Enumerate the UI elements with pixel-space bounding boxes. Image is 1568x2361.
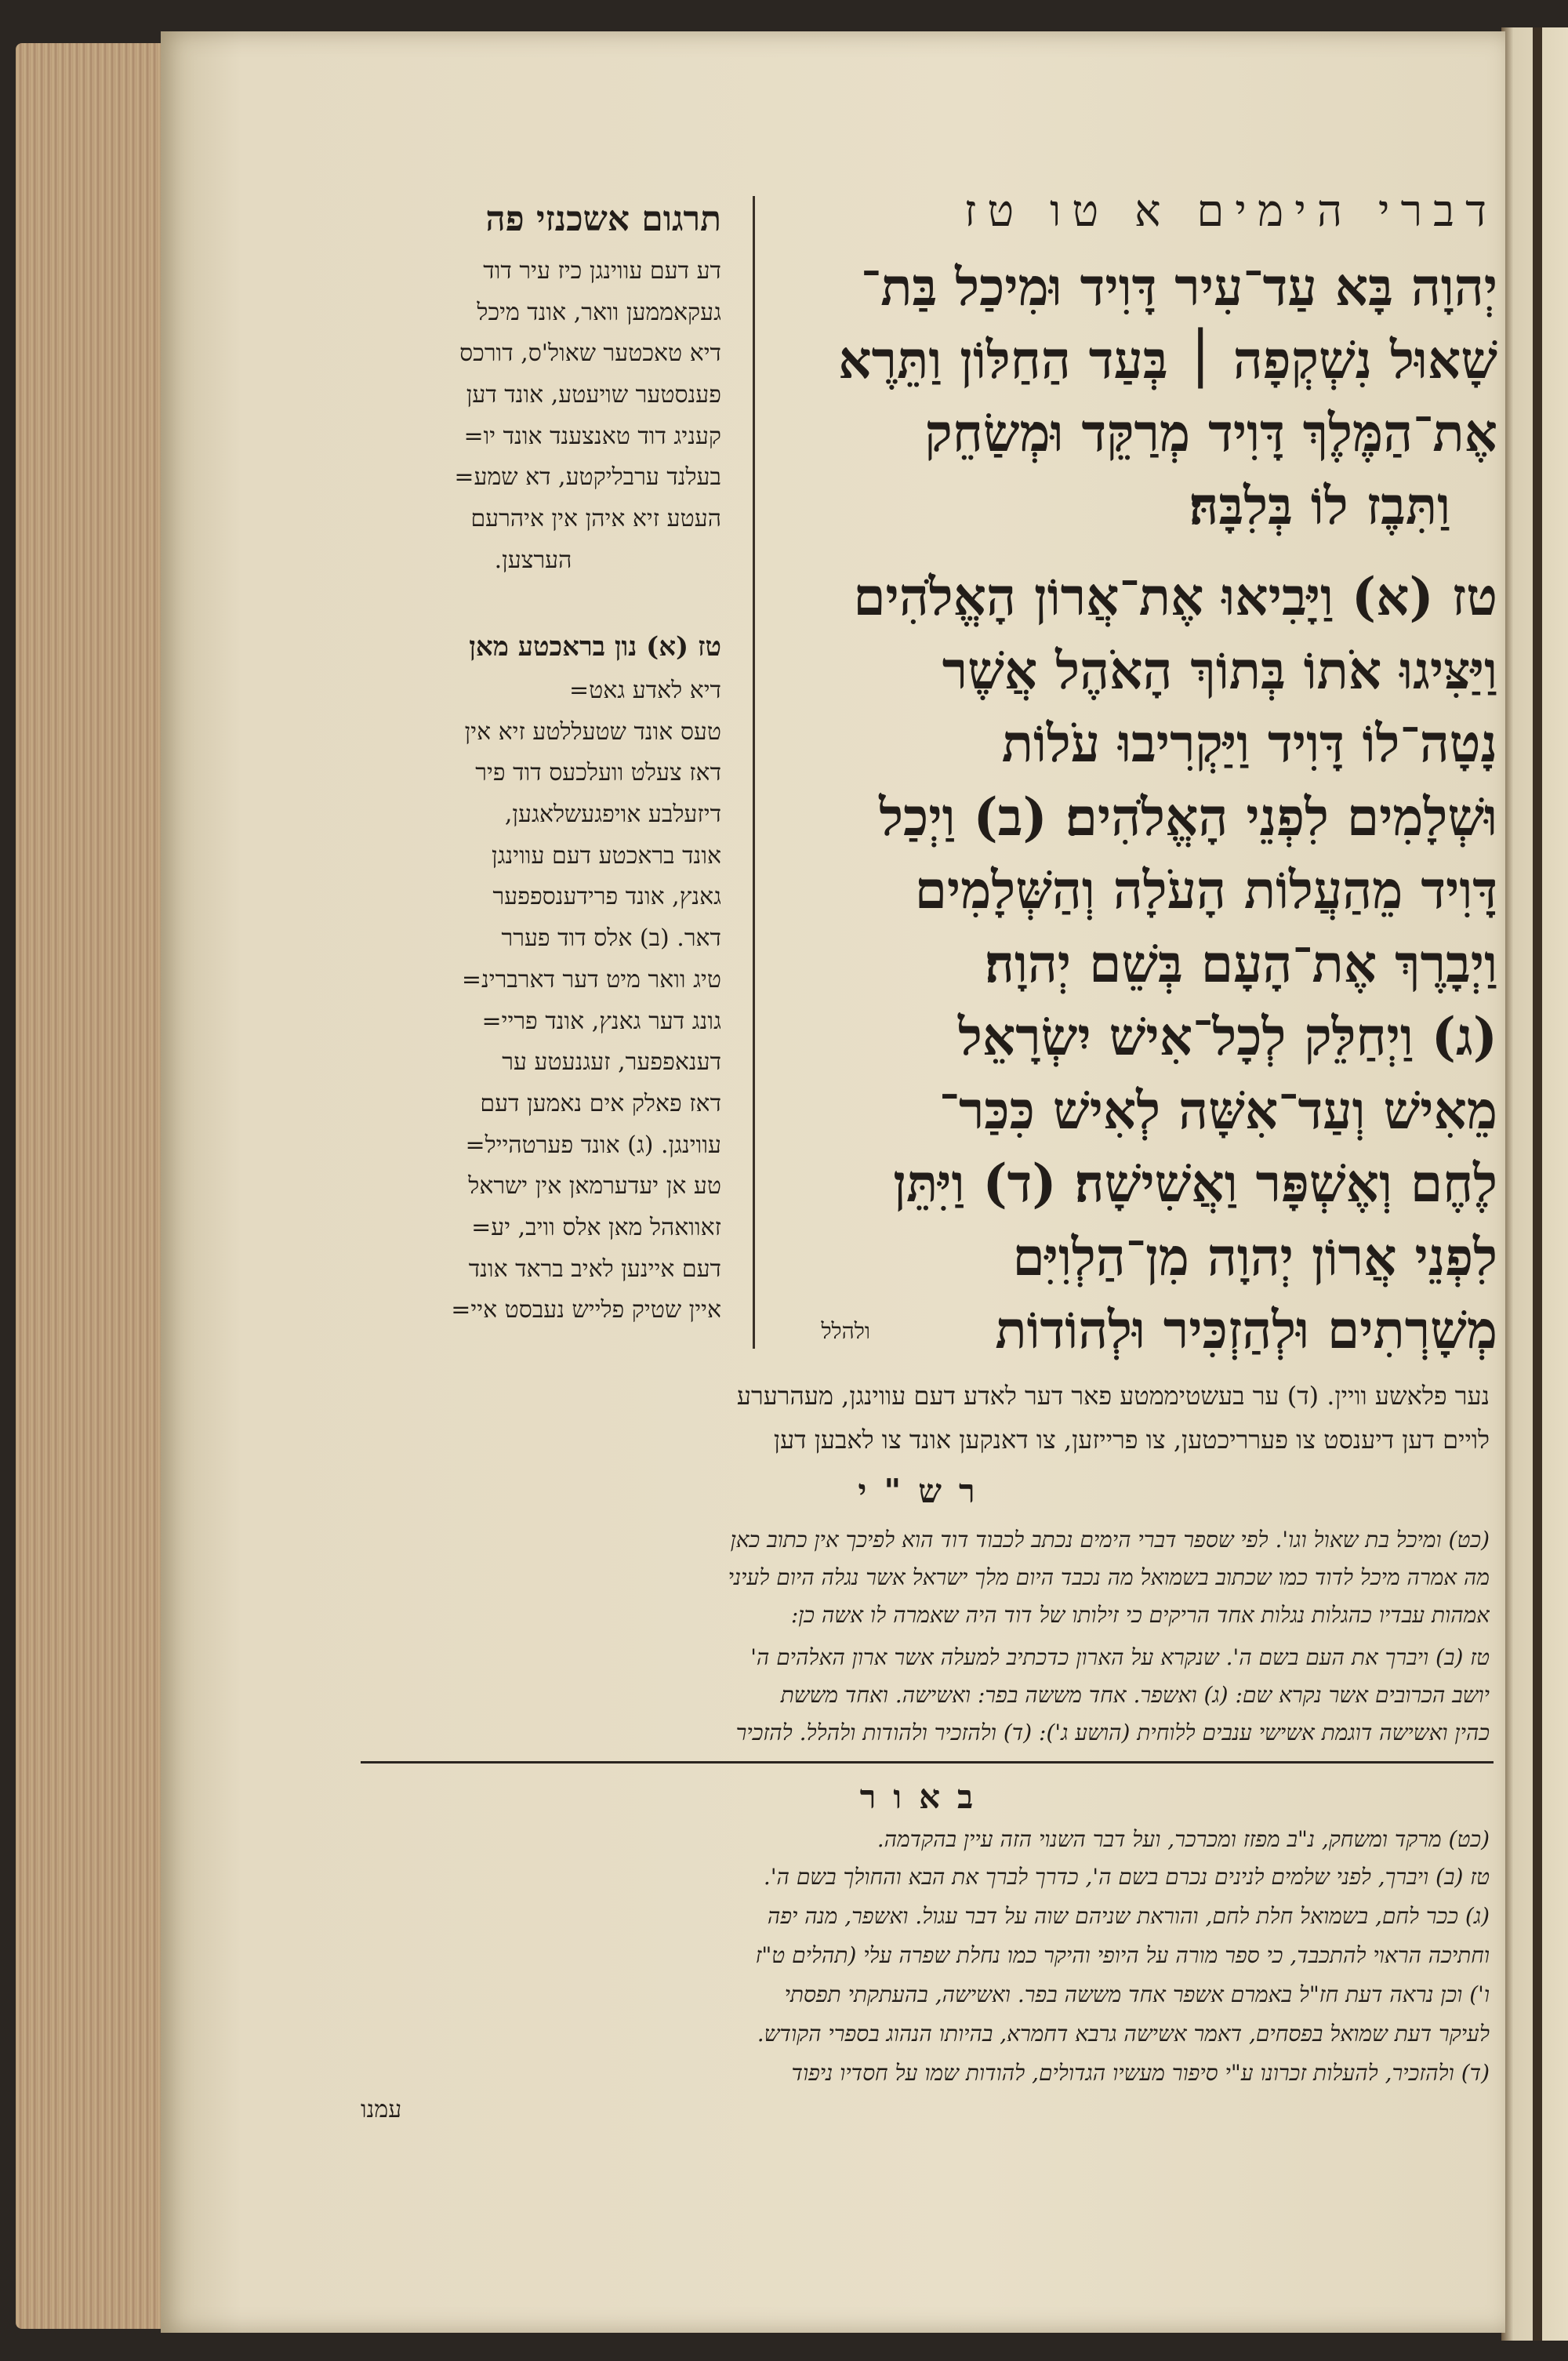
translation-line: דיא טאכטער שאול'ס, דורכס <box>459 340 721 368</box>
rashi-line: (כט) ומיכל בת שאול וגו'. לפי שספר דברי הימים נכתב לכבוד דוד הוא לפיכך אין כתוב כאן <box>730 1527 1490 1553</box>
translation-line: קעניג דוד טאנצענד אונד יו= <box>463 422 721 450</box>
scripture-line: דָּוִיד מֵהַעֲלוֹת הָעֹלָה וְהַשְּׁלָמִים <box>914 859 1497 921</box>
translation-line: געקאממען וואר, אונד מיכל <box>477 298 721 326</box>
translation-full-line: לויים דען דיענסט צו פערריכטען, צו פרייזען, צו דאנקען אונד צו לאבען דען <box>773 1425 1490 1455</box>
scripture-line: נָטָה־לוֹ דָּוִיד וַיַּקְרִיבוּ עֹלוֹת <box>1001 713 1497 774</box>
biur-line: טז (ב) ויברך, לפני שלמים לנינים נכרם בשם ה', כדרך לברך את הבא והחולך בשם ה'. <box>763 1864 1490 1890</box>
book-page-edges <box>16 43 172 2329</box>
scripture-block-1 <box>768 251 1497 543</box>
translation-header: תרגום אשכנזי פה <box>485 199 721 239</box>
translation-line: טעס אונד שטעללטע זיא אין <box>464 717 721 746</box>
biur-catchword: עמנו <box>361 2096 402 2123</box>
column-divider <box>753 196 755 1349</box>
translation-line: הערצען. <box>494 546 572 574</box>
scripture-line: וַיַּצִּיגוּ אֹתוֹ בְּתוֹךְ הָאֹהֶל אֲשֶׁר <box>942 639 1497 701</box>
translation-line: טז (א) נון בראכטע מאן <box>469 631 721 663</box>
translation-line: דאז צעלט וועלכעס דוד פיר <box>475 759 721 787</box>
translation-line: טיג וואר מיט דער דארברינ= <box>461 965 721 993</box>
biur-title: באור <box>859 1778 991 1816</box>
section-divider <box>361 1761 1494 1763</box>
scripture-line: אֶת־הַמֶּלֶךְ דָּוִיד מְרַקֵּד וּמְשַׂחֵק <box>924 402 1497 463</box>
facing-page-edge <box>1501 27 1568 2341</box>
translation-line: דעם איינען לאיב בראד אונד <box>468 1255 721 1283</box>
biur-line: ו') וכן נראה דעת חז"ל באמרם אשפר אחד מששה בפר. ואשישה, בהעתקתי תפסתי <box>784 1981 1490 2007</box>
rashi-line: כהין ואשישה דוגמת אשישי ענבים ללוחית (הושע ג'): (ד) ולהזכיר ולהודות ולהלל. להזכיר <box>735 1720 1490 1745</box>
scripture-catchword: ולהלל <box>821 1318 870 1344</box>
scripture-block-2 <box>768 561 1497 1368</box>
translation-line: זאוואהל מאן אלס וויב, יע= <box>471 1213 721 1241</box>
biur-line: (ג) ככר לחם, בשמואל חלת לחם, והוראת שניהם שוה על דבר עגול. ואשפר, מנה יפה <box>767 1903 1490 1929</box>
rashi-line: מה אמרה מיכל לדוד כמו שכתוב בשמואל מה נכבד היום מלך ישראל אשר נגלה היום לעיני <box>728 1564 1490 1590</box>
rashi-title: רש"י <box>858 1472 993 1510</box>
translation-line: איין שטיק פלייש נעבסט איי= <box>451 1296 721 1324</box>
scripture-line: יְהוָה בָּא עַד־עִיר דָּוִיד וּמִיכַל בַּת־ <box>860 256 1497 318</box>
scripture-line: מְשָׁרְתִים וּלְהַזְכִּיר וּלְהוֹדוֹת <box>995 1299 1497 1360</box>
scripture-line: טז (א) וַיָּבִיאוּ אֶת־אֲרוֹן הָאֱלֹהִים <box>853 566 1497 627</box>
facing-page-strip <box>1533 27 1542 2341</box>
translation-line: בעלנד ערבליקטע, דא שמע= <box>454 463 721 492</box>
translation-line: דיזעלבע אויפגעשלאגען, <box>504 801 721 829</box>
translation-line: דיא לאדע גאט= <box>569 677 721 704</box>
translation-block-2 <box>345 623 721 1331</box>
scripture-line: וַיְבָרֶךְ אֶת־הָעָם בְּשֵׁם יְהוָה׃ <box>984 932 1497 994</box>
scripture-line: וַתִּבֶז לוֹ בְּלִבָּהּ׃ <box>1189 475 1450 536</box>
scripture-header: דברי הימים א טו טז <box>964 186 1497 237</box>
rashi-line: אמהות עבדיו כהגלות נגלות אחד הריקים כי זילותו של דוד היה שאמרה לו אשה כן: <box>790 1602 1490 1628</box>
scripture-line: מֵאִישׁ וְעַד־אִשָּׁה לְאִישׁ כִּכַּר־ <box>938 1079 1497 1141</box>
rashi-line: יושב הכרובים אשר נקרא שם: (ג) ואשפר. אחד מששה בפר: ואשישה. ואחד מששת <box>780 1682 1490 1708</box>
scripture-line: שָׁאוּל נִשְׁקְפָה ׀ בְּעַד הַחַלּוֹן וַתֵּרֶא <box>838 329 1497 390</box>
translation-line: גונג דער גאנץ, אונד פריי= <box>481 1007 721 1035</box>
translation-line: דאז פאלק אים נאמען דעם <box>480 1089 721 1117</box>
translation-full-line: נער פלאשע וויין. (ד) ער בעשטיממטע פאר דער לאדע דעם עווינגן, מעהרערע <box>736 1381 1490 1411</box>
biur-line: וחתיכה הראוי להתכבד, כי ספר מורה על היופי והיקר כמו נחלת שפרה עלי (תהלים ט"ז <box>755 1942 1490 1968</box>
biur-line: (ד) ולהזכיר, להעלות זכרונו ע"י סיפור מעשיו הגדולים, להודות שמו על חסדיו ניפוד <box>791 2060 1490 2086</box>
biur-line: (כט) מרקד ומשחק, נ"ב מפזז ומכרכר, ועל דבר השנוי הזה עיין בהקדמה. <box>877 1826 1490 1852</box>
translation-line: אונד בראכטע דעם עווינגן <box>491 841 721 870</box>
scripture-line: לִפְנֵי אֲרוֹן יְהוָה מִן־הַלְוִיִּם <box>1012 1226 1497 1288</box>
translation-line: דענאפפער, זעגנעטע ער <box>502 1048 721 1077</box>
biur-line: לעיקר דעת שמואל בפסחים, דאמר אשישה גרבא דחמרא, בהיותו הנהוג בספרי הקודש. <box>757 2021 1490 2047</box>
translation-line: עווינגן. (ג) אונד פערטהייל= <box>465 1131 721 1159</box>
translation-line: דאר. (ב) אלס דוד פערר <box>501 924 721 953</box>
translation-line: גאנץ, אונד פרידענספפער <box>492 883 721 911</box>
translation-block-1 <box>345 251 721 582</box>
translation-line: פענסטער שויעטע, אונד דען <box>466 381 721 409</box>
rashi-line: טז (ב) ויברך את העם בשם ה'. שנקרא על הארון כדכתיב למעלה אשר ארון האלהים ה' <box>750 1644 1490 1670</box>
scripture-line: וּשְׁלָמִים לִפְנֵי הָאֱלֹהִים׃ (ב) וַיְכַל <box>879 786 1497 848</box>
translation-line: העטע זיא איהן אין איהרעם <box>470 505 721 533</box>
scripture-line: לֶחֶם וְאֶשְׁפָּר וַאֲשִׁישָׁה׃ (ד) וַיִּתֵּן <box>893 1153 1497 1214</box>
scripture-line: (ג) וַיְחַלֵּק לְכָל־אִישׁ יִשְׂרָאֵל <box>957 1006 1497 1067</box>
translation-line: דע דעם עווינגן כיז עיר דוד <box>483 257 721 285</box>
translation-line: טע אן יעדערמאן אין ישראל <box>468 1172 721 1200</box>
